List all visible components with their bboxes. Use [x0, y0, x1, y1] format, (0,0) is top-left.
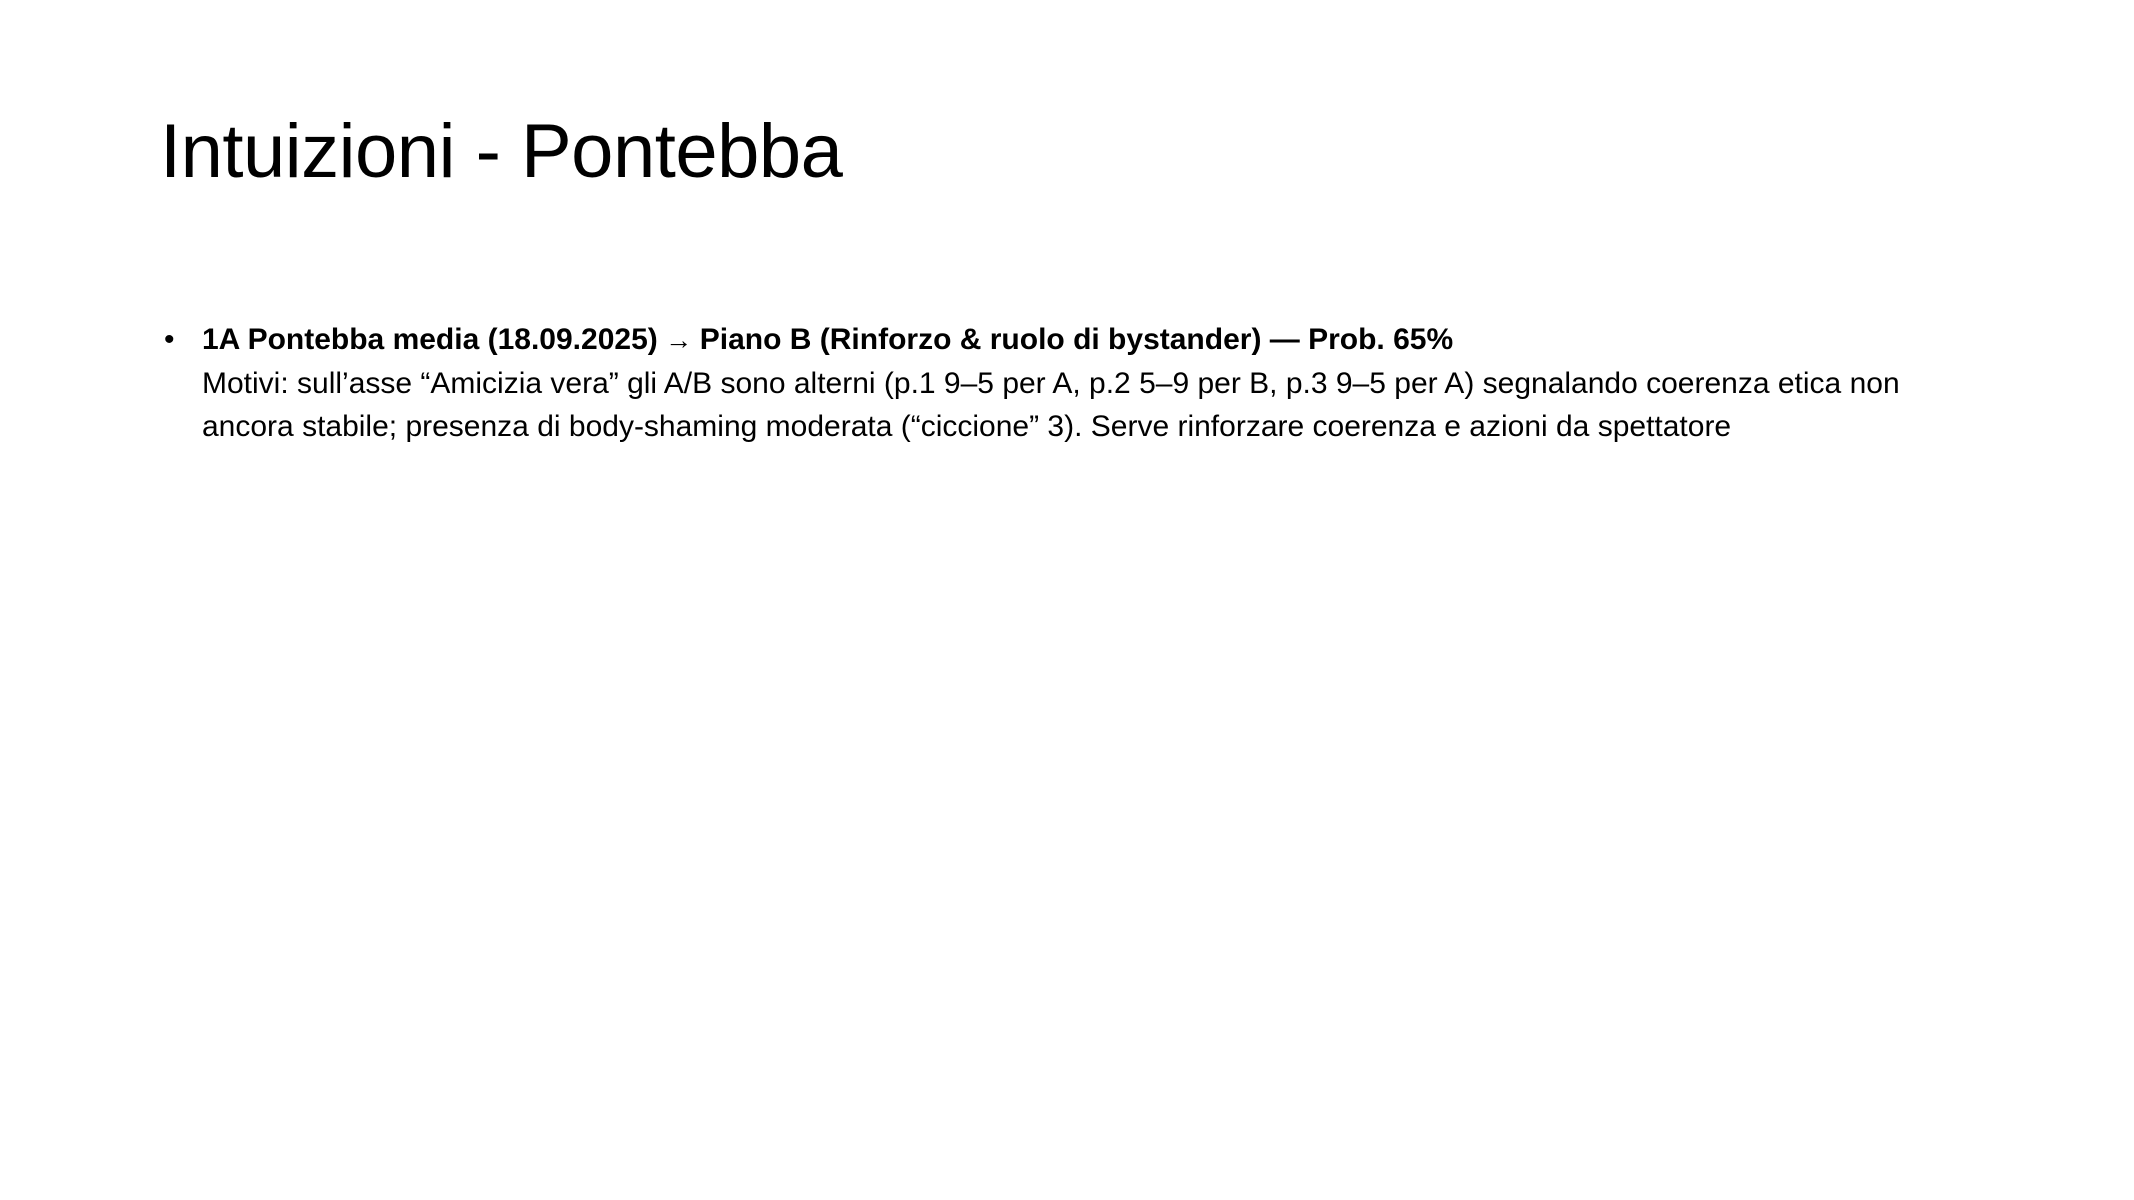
list-item-detail: Motivi: sull’asse “Amicizia vera” gli A/B sono alterni (p.1 9–5 per A, p.2 5–9 per B, p.3 9–5 per A) segnalando coerenza etica non ancora stabile; presenza di body-shaming moderata (“ciccione” 3). Serve rinforzare coerenza e azioni da spettatore: [202, 367, 1900, 443]
page-title: Intuizioni - Pontebba: [160, 109, 843, 194]
list-item-heading: [202, 323, 1453, 356]
list-item-content: [202, 318, 1960, 448]
list-item: [160, 318, 1960, 448]
list-item-heading-part-1: 1A Pontebba media (18.09.2025): [202, 323, 658, 356]
bullet-marker-icon: •: [164, 323, 175, 356]
content-body: [160, 318, 1960, 448]
list-item-heading-part-2: Piano B (Rinforzo & ruolo di bystander) — Prob. 65%: [699, 323, 1454, 356]
arrow-icon: →: [657, 325, 700, 355]
